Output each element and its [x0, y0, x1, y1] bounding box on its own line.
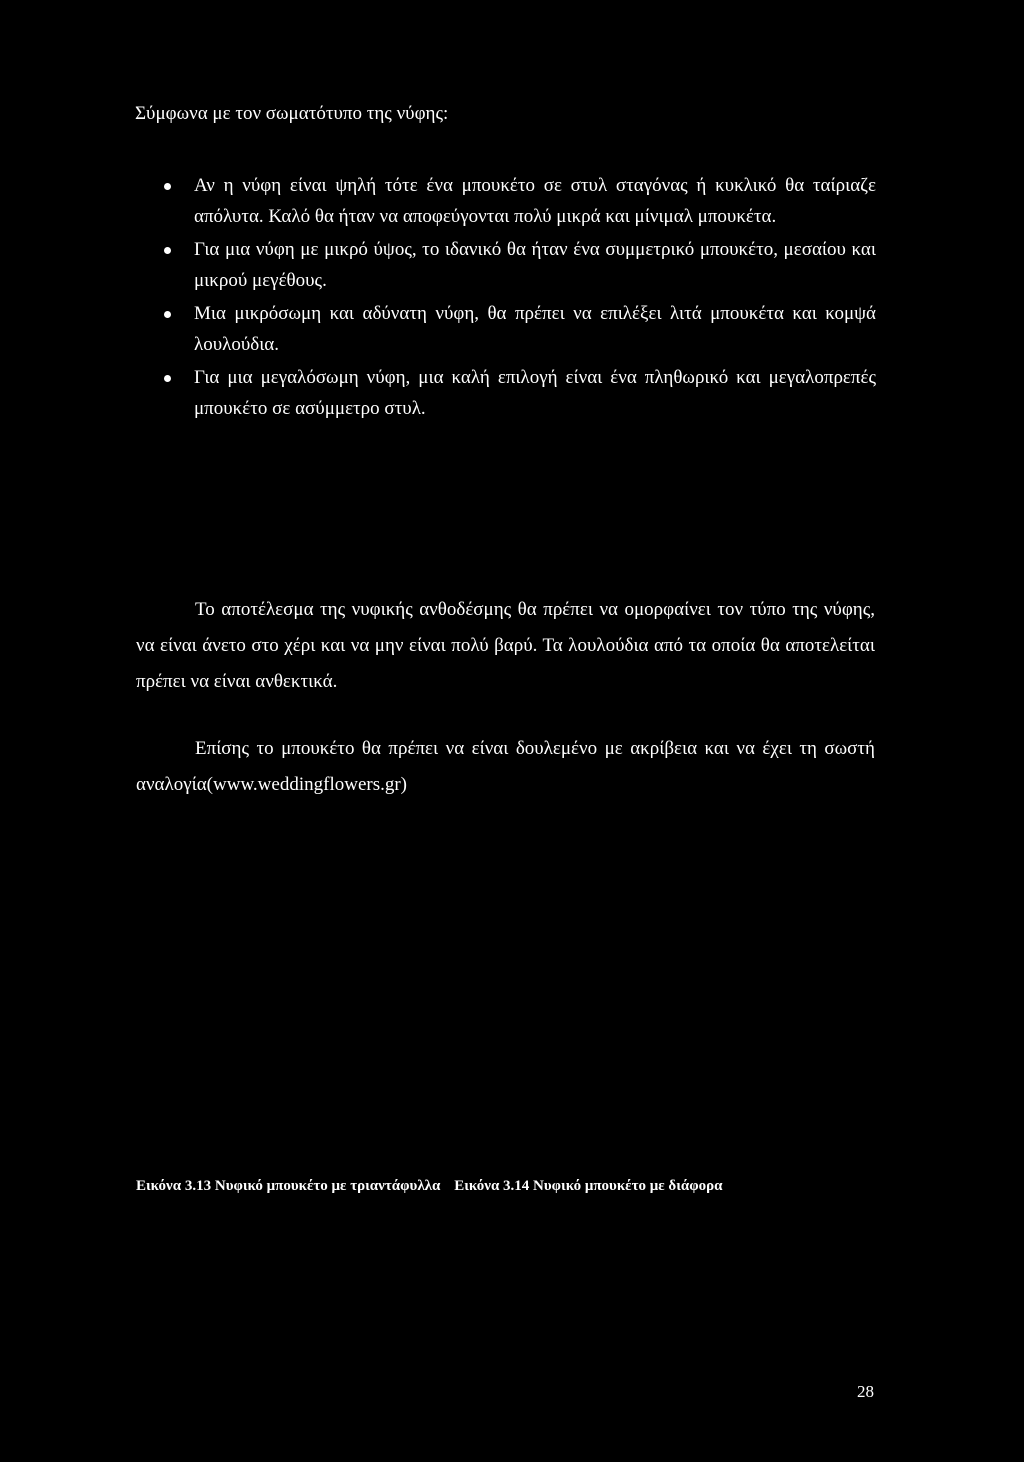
- intro-text: Σύμφωνα με τον σωματότυπο της νύφης:: [135, 103, 449, 124]
- figure-caption: Εικόνα 3.13 Νυφικό μπουκέτο με τριαντάφυλλα: [136, 1178, 441, 1194]
- list-item-text: Αν η νύφη είναι ψηλή τότε ένα μπουκέτο σε στυλ σταγόνας ή κυκλικό θα ταίριαζε απόλυτα. Καλό θα ήταν να αποφεύγονται πολύ μικρά και μίνιμαλ μπουκέτα.: [194, 175, 876, 227]
- list-item: [164, 362, 876, 424]
- figure-captions: [136, 1178, 722, 1195]
- list-item: [164, 170, 876, 232]
- bullet-icon: [164, 375, 171, 382]
- list-item-text: Μια μικρόσωμη και αδύνατη νύφη, θα πρέπει να επιλέξει λιτά μπουκέτα και κομψά λουλούδια.: [194, 303, 876, 355]
- bullet-icon: [164, 247, 171, 254]
- list-item-text: Για μια μεγαλόσωμη νύφη, μια καλή επιλογή είναι ένα πληθωρικό και μεγαλοπρεπές μπουκέτο σε ασύμμετρο στυλ.: [194, 367, 876, 419]
- figure-caption: Εικόνα 3.14 Νυφικό μπουκέτο με διάφορα: [454, 1178, 723, 1194]
- list-item: [164, 234, 876, 296]
- bullet-list: [164, 170, 876, 424]
- bullet-icon: [164, 183, 171, 190]
- list-item-text: Για μια νύφη με μικρό ύψος, το ιδανικό θα ήταν ένα συμμετρικό μπουκέτο, μεσαίου και μικρού μεγέθους.: [194, 239, 876, 291]
- body-paragraph: Το αποτέλεσμα της νυφικής ανθοδέσμης θα πρέπει να ομορφαίνει τον τύπο της νύφης, να είναι άνετο στο χέρι και να μην είναι πολύ βαρύ. Τα λουλούδια από τα οποία θα αποτελείται πρέπει να είναι ανθεκτικά.: [136, 599, 875, 692]
- bullet-icon: [164, 311, 171, 318]
- list-item: [164, 298, 876, 360]
- body-paragraph: Επίσης το μπουκέτο θα πρέπει να είναι δουλεμένο με ακρίβεια και να έχει τη σωστή αναλογία(www.weddingflowers.gr): [136, 738, 875, 795]
- page-number: 28: [857, 1382, 874, 1401]
